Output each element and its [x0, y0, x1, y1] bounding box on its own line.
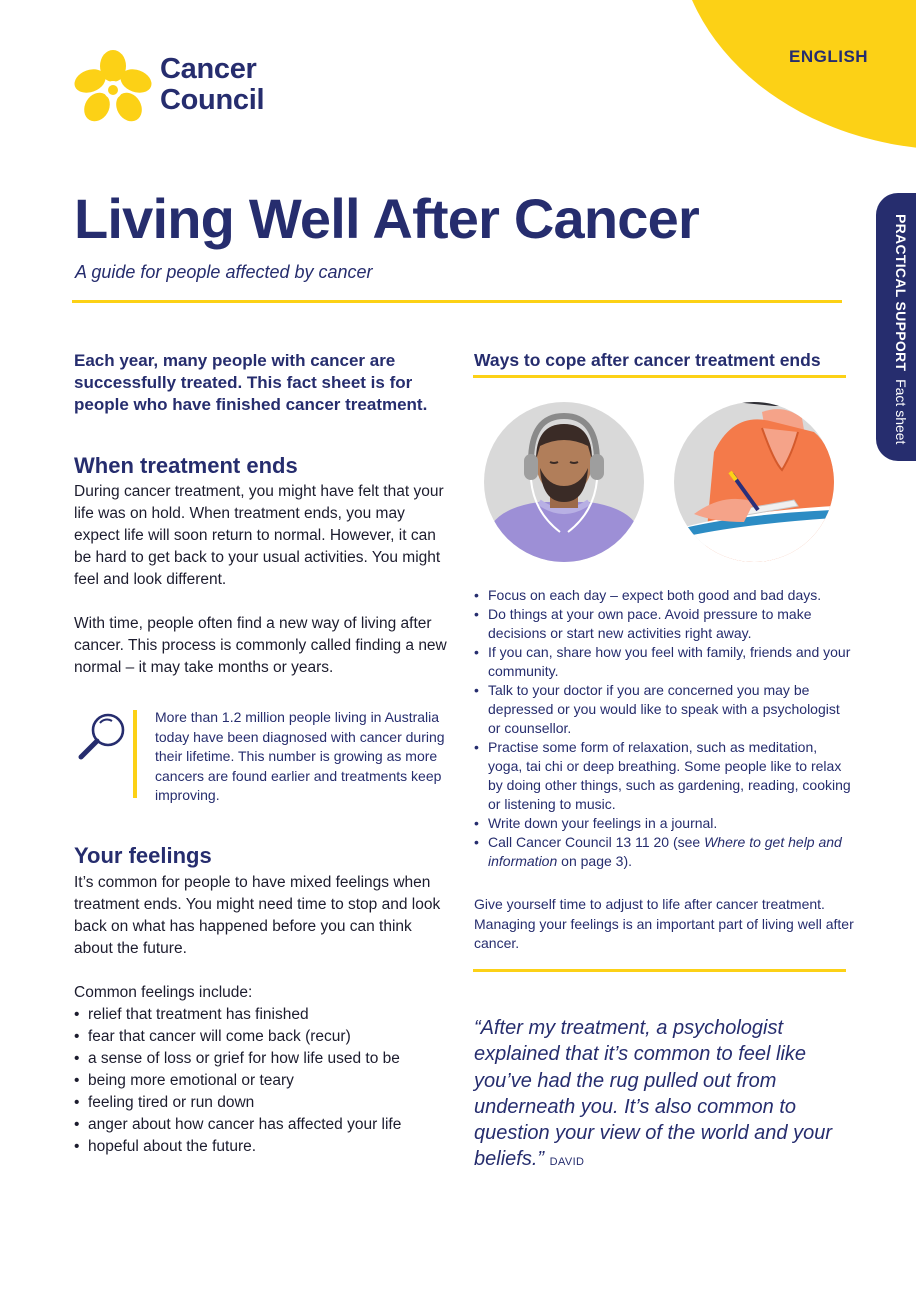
ways-divider: [473, 375, 846, 378]
brand-line-1: Cancer: [160, 53, 257, 85]
side-tab-category: PRACTICAL SUPPORT: [893, 214, 909, 372]
callout-text: More than 1.2 million people living in Australia today have been diagnosed with cancer during their lifetime. This number is growing as more cancers are found earlier and treatments keep improving.: [155, 709, 445, 803]
feelings-paragraph: It’s common for people to have mixed feelings when treatment ends. You might need time to stop and look back on what has happened before you can think about the future.: [74, 874, 441, 957]
magnifying-glass-icon: [76, 711, 128, 763]
feelings-body: [74, 872, 454, 1158]
list-item: • feeling tired or run down: [74, 1092, 454, 1114]
feelings-heading: Your feelings: [74, 843, 212, 868]
page-subtitle: A guide for people affected by cancer: [75, 262, 373, 282]
side-tab-type: Fact sheet: [893, 379, 909, 445]
daffodil-logo-icon: [73, 50, 153, 126]
list-item: • Talk to your doctor if you are concerned you may be depressed or you would like to speak with a psychologist or counsellor.: [474, 681, 854, 738]
feelings-list: [74, 1004, 454, 1158]
treatment-paragraph-2: With time, people often find a new way of living after cancer. This process is commonly called finding a new normal – it may take months or years.: [74, 615, 447, 676]
list-item: • a sense of loss or grief for how life used to be: [74, 1048, 454, 1070]
corner-decoration: [676, 0, 916, 150]
list-item: • Focus on each day – expect both good and bad days.: [474, 586, 854, 605]
testimonial-quote: [474, 1015, 854, 1176]
list-item: • Write down your feelings in a journal.: [474, 814, 854, 833]
callout-accent-bar: [133, 710, 137, 798]
list-item: • If you can, share how you feel with family, friends and your community.: [474, 643, 854, 681]
treatment-heading: When treatment ends: [74, 453, 298, 478]
feelings-section: [74, 843, 454, 1158]
treatment-paragraph-1: During cancer treatment, you might have felt that your life was on hold. When treatment ends, you may expect life will soon return to normal. However, it can be hard to get back to your usual activities. You might feel and look different.: [74, 483, 444, 588]
cross-reference-link[interactable]: Where to get help and information: [488, 834, 842, 869]
list-item: [474, 833, 854, 871]
call-text: Call Cancer Council 13 11 20 (see: [488, 834, 705, 850]
list-item: • hopeful about the future.: [74, 1136, 454, 1158]
brand-line-2: Council: [160, 84, 265, 116]
quote-text: “After my treatment, a psychologist explained that it’s common to feel like you’ve had the rug pulled out from underneath you. It’s also common to question your view of the world and your beliefs.”: [474, 1017, 832, 1171]
quote-divider: [473, 969, 846, 972]
coping-list: [474, 586, 854, 871]
treatment-section: [74, 453, 452, 701]
brand-name: [160, 54, 264, 116]
feelings-list-intro: Common feelings include:: [74, 984, 253, 1001]
side-tab-label: [893, 214, 909, 444]
man-with-headphones-illustration: [484, 402, 644, 562]
quote-author: DAVID: [549, 1156, 585, 1169]
treatment-body: [74, 481, 452, 679]
intro-paragraph: Each year, many people with cancer are successfully treated. This fact sheet is for people who have finished cancer treatment.: [74, 351, 428, 414]
list-item: • anger about how cancer has affected your life: [74, 1114, 454, 1136]
closing-paragraph: Give yourself time to adjust to life after cancer treatment. Managing your feelings is an important part of living well after cancer.: [474, 896, 854, 951]
ways-heading: Ways to cope after cancer treatment ends: [474, 350, 821, 370]
woman-writing-journal-illustration: [674, 402, 834, 562]
list-item: • being more emotional or teary: [74, 1070, 454, 1092]
call-text-end: on page 3).: [557, 853, 632, 869]
list-item: • Practise some form of relaxation, such as meditation, yoga, tai chi or deep breathing. Some people like to relax by doing other things, such as gardening, reading, cooking or listening to music.: [474, 738, 854, 814]
title-divider: [72, 300, 842, 303]
language-label: ENGLISH: [789, 47, 869, 66]
page-title: Living Well After Cancer: [74, 187, 699, 250]
list-item: • Do things at your own pace. Avoid pressure to make decisions or start new activities right away.: [474, 605, 854, 643]
list-item: • fear that cancer will come back (recur): [74, 1026, 454, 1048]
list-item: • relief that treatment has finished: [74, 1004, 454, 1026]
